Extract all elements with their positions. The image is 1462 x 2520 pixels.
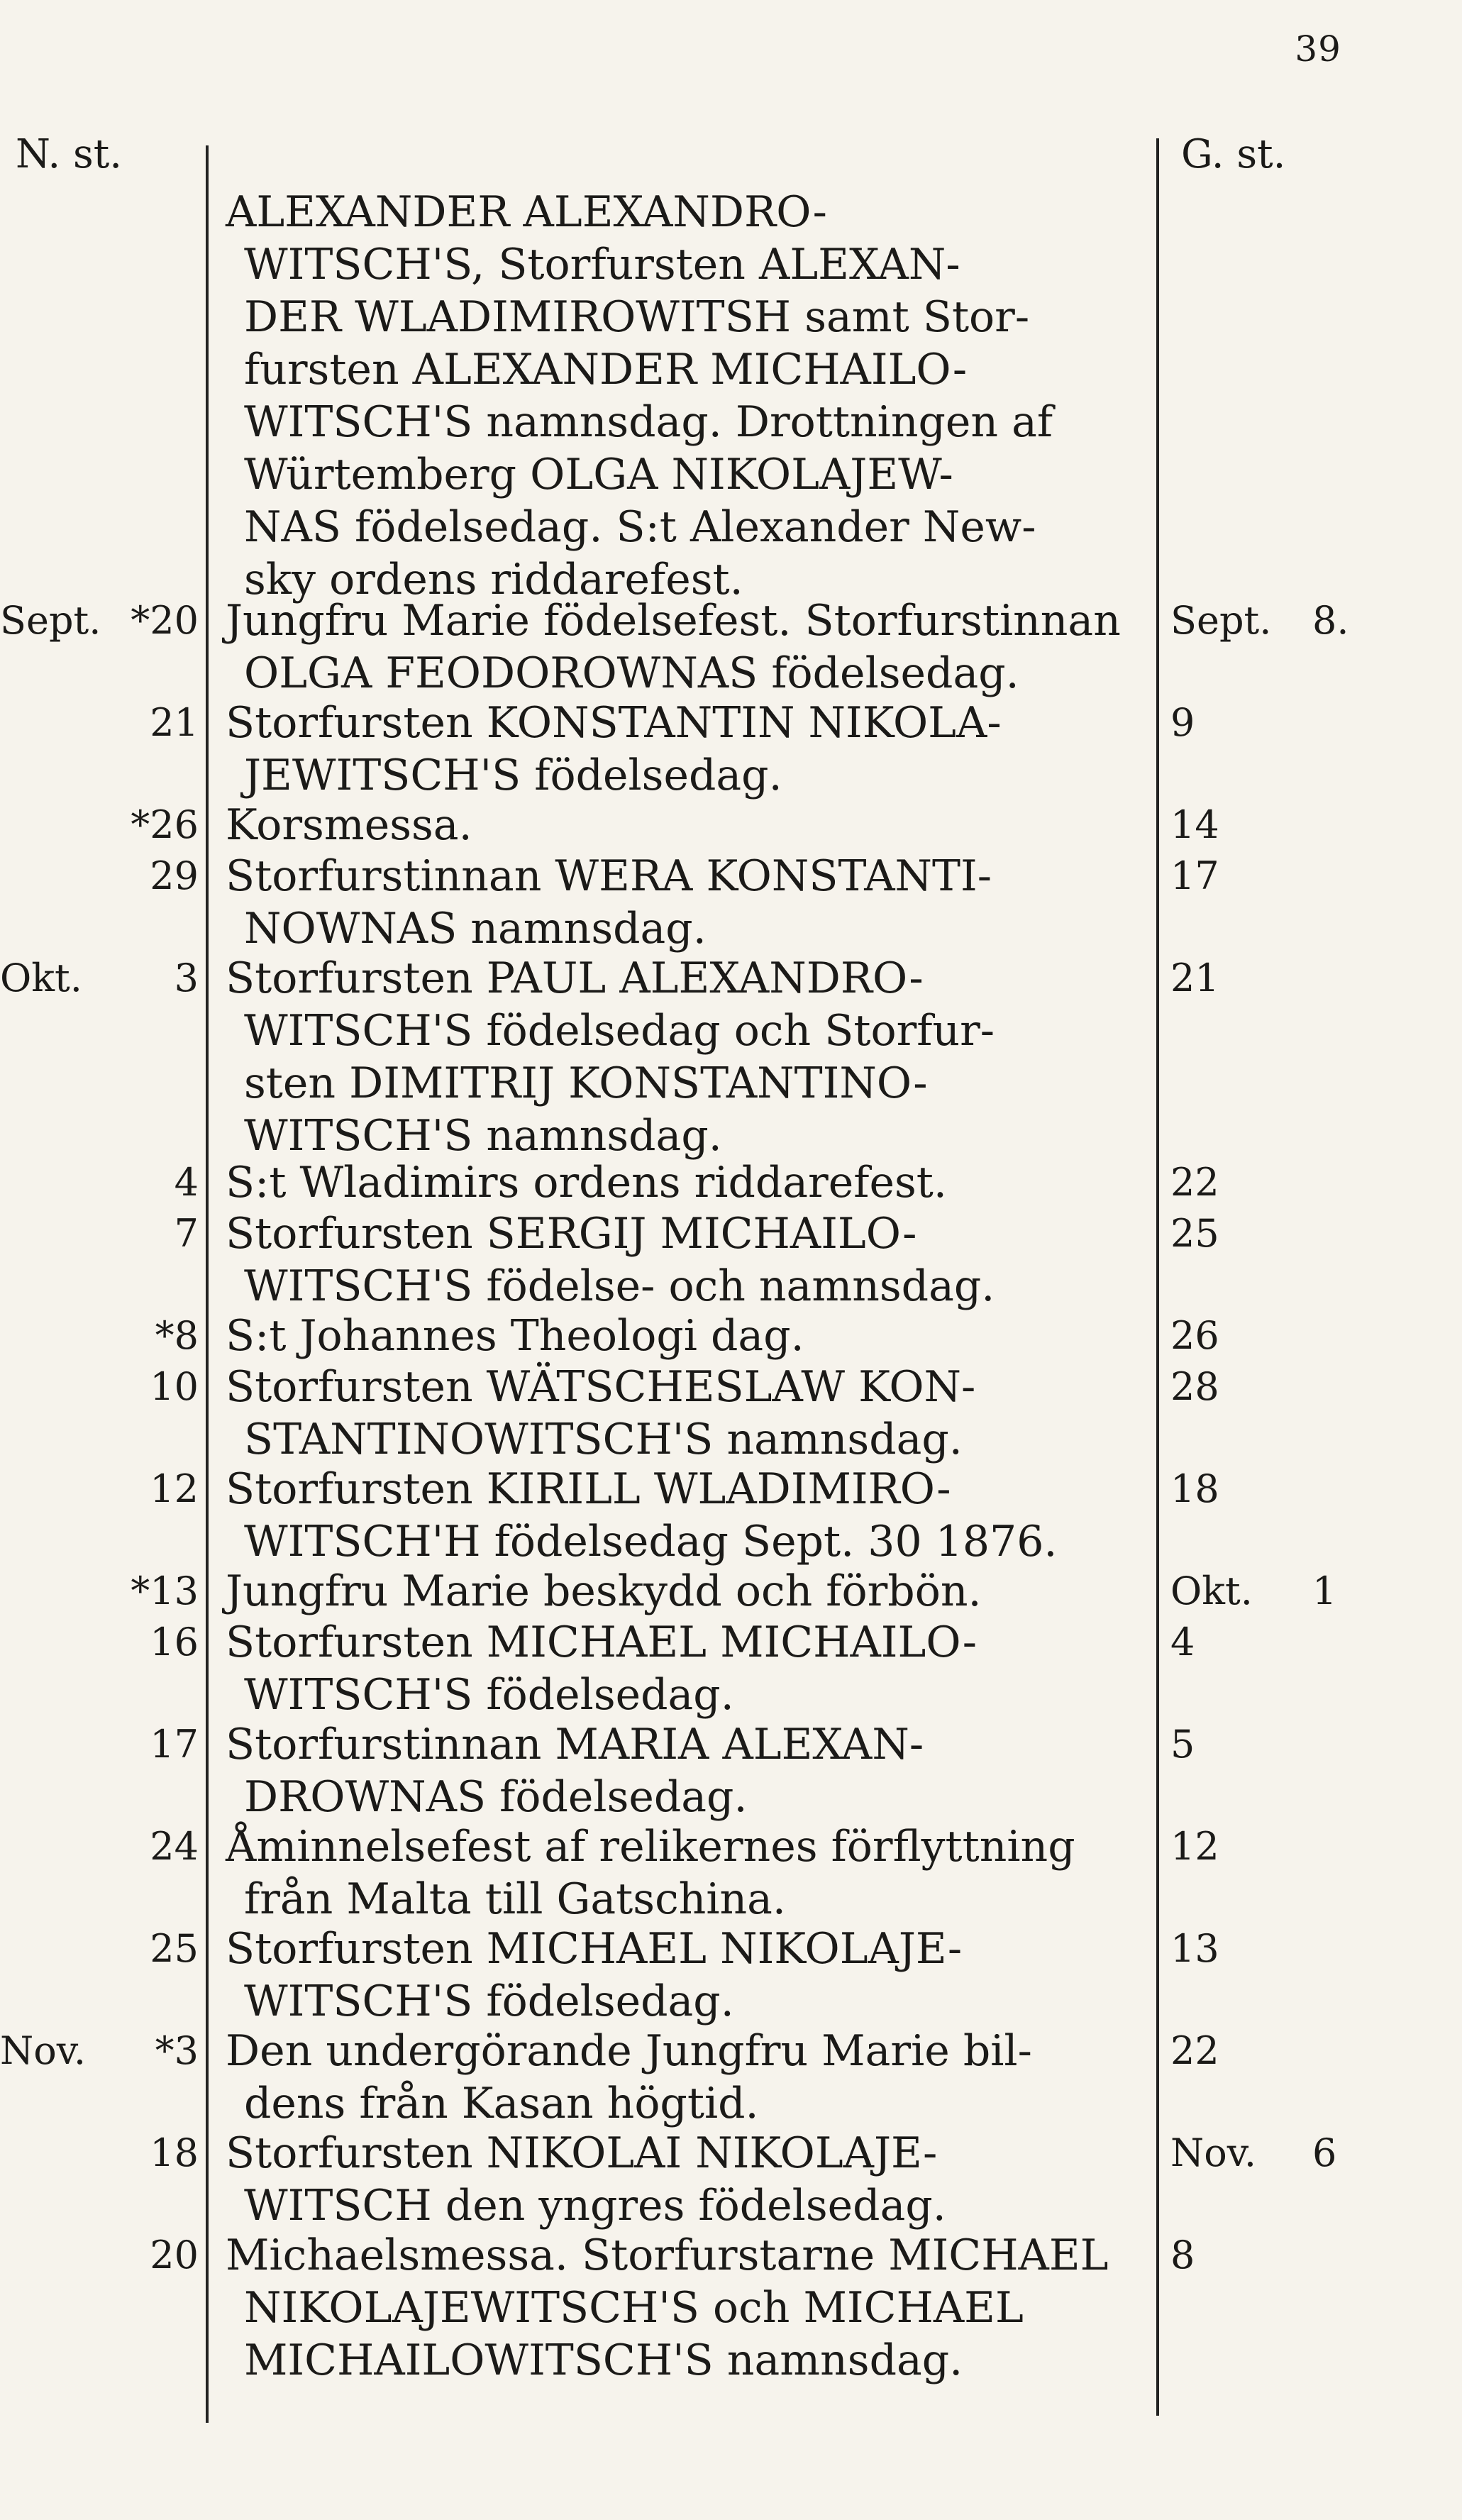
old-style-day: 1 (1312, 1569, 1337, 1613)
new-style-day: 16 (150, 1620, 199, 1664)
entry-text (226, 799, 1141, 851)
new-style-date (0, 2025, 199, 2077)
new-style-day: 18 (150, 2131, 199, 2175)
entry-text (226, 1820, 1141, 1925)
entry-line: Korsmessa. (226, 800, 472, 850)
entry-line: Jungfru Marie beskydd och förbön. (226, 1566, 982, 1616)
new-style-date (0, 595, 199, 647)
old-style-day: 12 (1170, 1824, 1219, 1869)
entry-text (226, 850, 1141, 955)
column-rule-left (206, 145, 209, 2423)
new-style-day: 7 (174, 1211, 199, 1256)
old-style-day: 22 (1170, 1160, 1219, 1205)
new-style-day: 4 (174, 1160, 199, 1205)
entry-line: OLGA FEODOROWNAS födelsedag. (244, 648, 1019, 698)
entry-text (226, 697, 1141, 802)
entry-text (226, 1208, 1141, 1312)
entry-line: WITSCH'H födelsedag Sept. 30 1876. (244, 1517, 1058, 1566)
entry-line: från Malta till Gatschina. (244, 1874, 787, 1924)
column-rule-right (1156, 138, 1159, 2416)
old-style-day: 4 (1170, 1620, 1195, 1664)
old-style-day: 8 (1170, 2233, 1195, 2277)
new-style-date (0, 2229, 199, 2282)
entry-line: Storfursten WÄTSCHESLAW KON- (226, 1362, 976, 1412)
entry-text (226, 1463, 1141, 1568)
entry-line: Storfursten KONSTANTIN NIKOLA- (226, 698, 1002, 748)
entry-text (226, 1361, 1141, 1466)
new-style-month: Sept. (0, 598, 101, 643)
entry-line: WITSCH'S födelsedag. (244, 1670, 734, 1720)
old-style-day: 28 (1170, 1364, 1219, 1409)
entry-line: Würtemberg OLGA NIKOLAJEW- (244, 450, 953, 499)
new-style-date (0, 697, 199, 749)
new-style-day: *3 (155, 2028, 199, 2073)
entry-line: NIKOLAJEWITSCH'S och MICHAEL (244, 2283, 1024, 2333)
header-old-style: G. st. (1181, 131, 1286, 177)
entry-line: Åminnelsefest af relikernes förflyttning (226, 1822, 1075, 1872)
entry-line: Michaelsmessa. Storfurstarne MICHAEL (226, 2231, 1109, 2280)
entry-line: WITSCH'S födelsedag. (244, 1977, 734, 2026)
entry-line: NOWNAS namnsdag. (244, 904, 707, 954)
entry-line: S:t Johannes Theologi dag. (226, 1311, 804, 1361)
old-style-day: 6 (1312, 2131, 1337, 2175)
new-style-date (0, 1208, 199, 1260)
new-style-date (0, 1361, 199, 1413)
entry-line: ALEXANDER ALEXANDRO- (226, 187, 827, 237)
new-style-date (0, 1820, 199, 1873)
entry-line: Jungfru Marie födelsefest. Storfurstinnan (226, 596, 1121, 646)
old-style-day: 26 (1170, 1313, 1219, 1358)
entry-line: Storfursten MICHAEL MICHAILO- (226, 1618, 977, 1667)
new-style-day: 21 (150, 700, 199, 745)
entry-line: Storfursten NIKOLAI NIKOLAJE- (226, 2128, 938, 2178)
entry-text (226, 1923, 1141, 2028)
old-style-day: 25 (1170, 1211, 1219, 1256)
entry-line: Storfurstinnan MARIA ALEXAN- (226, 1720, 924, 1769)
entry-line: S:t Wladimirs ordens riddarefest. (226, 1158, 947, 1208)
entry-text (226, 1718, 1141, 1823)
entry-line: Storfurstinnan WERA KONSTANTI- (226, 851, 992, 901)
new-style-date (0, 1565, 199, 1618)
entry-line: STANTINOWITSCH'S namnsdag. (244, 1415, 963, 1464)
entry-line: sten DIMITRIJ KONSTANTINO- (244, 1059, 928, 1108)
new-style-date (0, 952, 199, 1005)
new-style-day: 17 (150, 1722, 199, 1767)
new-style-day: 10 (150, 1364, 199, 1409)
entry-text (226, 1156, 1141, 1209)
entry-text (226, 2127, 1141, 2232)
entry-line: WITSCH'S födelsedag och Storfur- (244, 1006, 995, 1056)
new-style-date (0, 1923, 199, 1975)
entry-text (226, 595, 1141, 700)
new-style-month: Nov. (0, 2028, 87, 2073)
entry-line: WITSCH'S födelse- och namnsdag. (244, 1261, 995, 1311)
entry-line: DER WLADIMIROWITSH samt Stor- (244, 292, 1030, 342)
new-style-day: *8 (155, 1313, 199, 1358)
old-style-day: 9 (1170, 700, 1195, 745)
new-style-month: Okt. (0, 956, 82, 1000)
entry-line: fursten ALEXANDER MICHAILO- (244, 345, 968, 394)
old-style-day: 21 (1170, 956, 1219, 1000)
entry-line: MICHAILOWITSCH'S namnsdag. (244, 2336, 963, 2385)
old-style-day: 14 (1170, 802, 1219, 847)
entry-line: sky ordens riddarefest. (244, 555, 743, 604)
header-new-style: N. st. (16, 131, 123, 177)
new-style-day: 29 (150, 853, 199, 898)
new-style-date (0, 1310, 199, 1362)
new-style-day: *20 (131, 598, 199, 643)
entry-line: WITSCH'S namnsdag. Drottningen af (244, 397, 1053, 447)
new-style-day: *13 (131, 1569, 199, 1613)
new-style-date (0, 1156, 199, 1209)
entry-line: Storfursten PAUL ALEXANDRO- (226, 954, 924, 1003)
entry-text (226, 2229, 1141, 2387)
entry-line: dens från Kasan högtid. (244, 2079, 759, 2128)
old-style-month: Sept. (1170, 598, 1272, 643)
entry-text (226, 186, 1141, 606)
old-style-day: 13 (1170, 1926, 1219, 1971)
old-style-day: 8. (1312, 598, 1349, 643)
entry-line: JEWITSCH'S födelsedag. (244, 751, 782, 800)
new-style-day: *26 (131, 802, 199, 847)
entry-text (226, 1616, 1141, 1721)
old-style-day: 18 (1170, 1466, 1219, 1511)
new-style-date (0, 1463, 199, 1515)
entry-text (226, 1565, 1141, 1618)
entry-text (226, 2025, 1141, 2130)
new-style-date (0, 799, 199, 851)
old-style-day: 5 (1170, 1722, 1195, 1767)
old-style-day: 17 (1170, 853, 1219, 898)
entry-line: DROWNAS födelsedag. (244, 1772, 748, 1822)
old-style-month: Nov. (1170, 2131, 1257, 2175)
old-style-day: 22 (1170, 2028, 1219, 2073)
new-style-date (0, 1718, 199, 1771)
entry-line: Storfursten MICHAEL NIKOLAJE- (226, 1924, 963, 1974)
old-style-month: Okt. (1170, 1569, 1253, 1613)
new-style-day: 12 (150, 1466, 199, 1511)
new-style-day: 24 (150, 1824, 199, 1869)
new-style-day: 3 (174, 956, 199, 1000)
new-style-date (0, 1616, 199, 1669)
entry-line: NAS födelsedag. S:t Alexander New- (244, 502, 1036, 552)
entry-line: Storfursten KIRILL WLADIMIRO- (226, 1464, 951, 1514)
new-style-date (0, 2127, 199, 2179)
entry-line: Den undergörande Jungfru Marie bil- (226, 2026, 1032, 2076)
new-style-day: 25 (150, 1926, 199, 1971)
entry-text (226, 1310, 1141, 1362)
entry-line: WITSCH'S namnsdag. (244, 1111, 722, 1161)
entry-line: Storfursten SERGIJ MICHAILO- (226, 1209, 917, 1259)
new-style-date (0, 850, 199, 902)
entry-line: WITSCH den yngres födelsedag. (244, 2181, 946, 2231)
new-style-day: 20 (150, 2233, 199, 2277)
entry-text (226, 952, 1141, 1162)
page-number: 39 (1295, 28, 1341, 70)
entry-line: WITSCH'S, Storfursten ALEXAN- (244, 240, 960, 289)
